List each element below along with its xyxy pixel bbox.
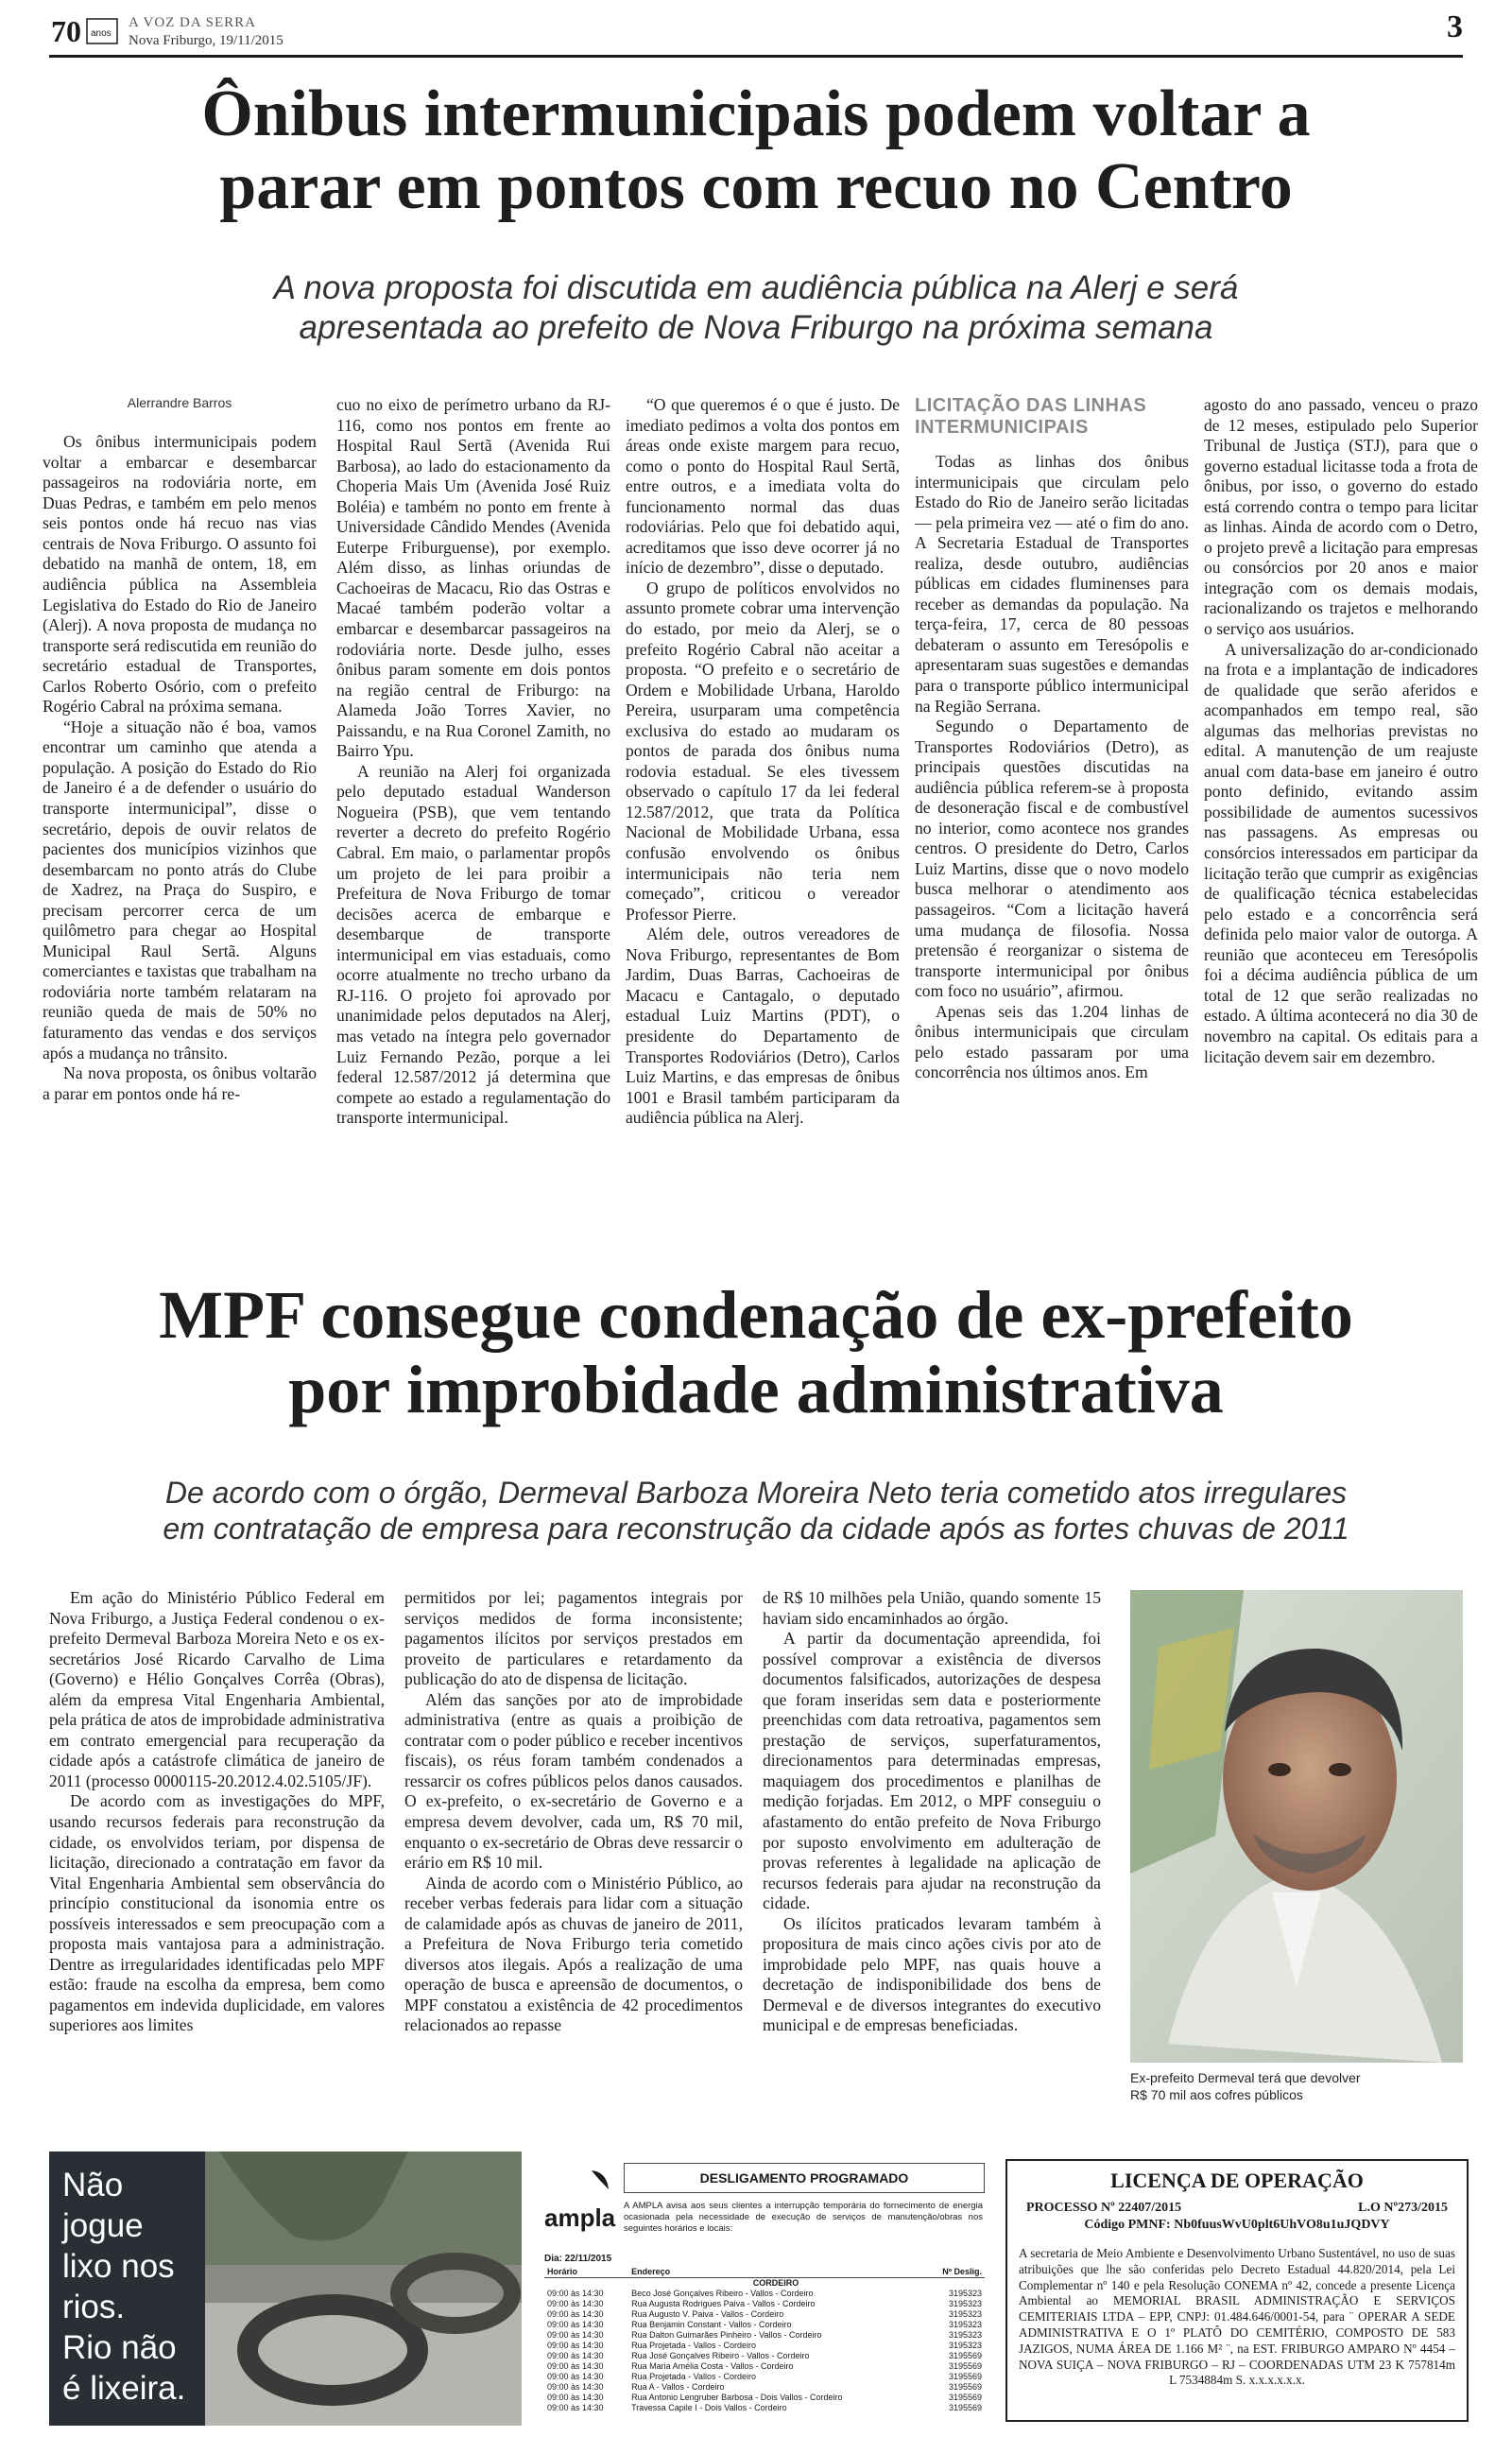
- table-row: 09:00 às 14:30 Rua Augusto V. Paiva - Vallos - Cordeiro 3195323: [547, 2309, 982, 2319]
- anniversary-logo: [49, 13, 119, 51]
- article1-paragraph: O grupo de políticos envolvidos no assunto promete cobrar uma intervenção do estado, por meio da Alerj, se o prefeito Rogério Cabral não aceitar a proposta. “O prefeito e o secretário de Ordem e Mobilidade Urbana, Haroldo Pereira, usurparam uma competência exclusiva do estado ao mudaram os pontos de parada dos ônibus numa rodovia estadual. Se eles tivessem observado o capítulo 17 da lei federal 12.587/2012, que trata da Política Nacional de Mobilidade Urbana, essa confusão envolvendo os ônibus intermunicipais não teria nem começado”, criticou o vereador Professor Pierre.: [626, 578, 900, 924]
- article1-paragraph: Os ônibus intermunicipais podem voltar a embarcar e desembarcar passageiros na rodoviária norte, em Duas Pedras, e também em pelo menos seis pontos onde há recuo nas vias centrais de Nova Friburgo. O assunto foi debatido na manhã de ontem, 18, em audiência pública na Assembleia Legislativa do Estado do Rio de Janeiro (Alerj). A nova proposta de mudança no transporte será rediscutida em reunião do secretário estadual de Transportes, Carlos Roberto Osório, com o prefeito Rogério Cabral na próxima semana.: [43, 432, 317, 717]
- table-row: 09:00 às 14:30 Travessa Capile I - Dois Vallos - Cordeiro 3195569: [547, 2403, 982, 2412]
- article1-paragraph: Além dele, outros vereadores de Nova Friburgo, representantes de Bom Jardim, Duas Barras, Cachoeiras de Macacu e Cantagalo, o deputado estadual Luiz Martins (PDT), o presidente do Departamento de Transportes Rodoviários (Detro), Carlos Luiz Martins, e das empresas de ônibus 1001 e Brasil também participaram da audiência pública na Alerj.: [626, 925, 900, 1128]
- article2-deck-line1: De acordo com o órgão, Dermeval Barboza Moreira Neto teria cometido atos irregulares: [164, 1476, 1348, 1510]
- licenca-title: LICENÇA DE OPERAÇÃO: [1110, 2169, 1364, 2192]
- article1-column-3: [626, 395, 900, 1129]
- article2-paragraph: Os ilícitos praticados levaram também à propositura de mais cinco ações civis por ato de improbidade pelo MPF, nas quais houve a decretação de indisponibilidade dos bens de Dermeval e de diversos integrantes do executivo municipal e de empresas beneficiadas.: [763, 1913, 1101, 2035]
- masthead: [49, 9, 1463, 58]
- article1-paragraph: Segundo o Departamento de Transportes Rodoviários (Detro), as principais questões discutidas na audiência pública referem-se à proposta de desoneração fiscal e de combustível no interior, como acontece nos grandes centros. O presidente do Detro, Carlos Luiz Martins, disse que o novo modelo busca melhorar o atendimento aos passageiros. “Com a licitação haverá uma mudança de filosofia. Nossa pretensão é reorganizar o sistema de transporte intermunicipal por ônibus com foco no usuário”, afirmou.: [915, 717, 1189, 1001]
- article1-paragraph: agosto do ano passado, venceu o prazo de 12 meses, estipulado pelo Superior Tribunal de Justiça (STJ), para que o governo estadual licitasse toda a frota de ônibus, por isso, o governo do estado está correndo contra o tempo para licitar as linhas. Ainda de acordo com o Detro, o projeto prevê a licitação para empresas ou consórcios por 20 anos e maior integração com os demais modais, racionalizando os trajetos e melhorando o serviço aos usuários.: [1204, 395, 1478, 639]
- table-row: 09:00 às 14:30 Rua Dalton Guimarães Pinheiro - Vallos - Cordeiro 3195323: [547, 2330, 982, 2340]
- article1-paragraph: Na nova proposta, os ônibus voltarão a parar em pontos onde há re-: [43, 1063, 317, 1103]
- article2-paragraph: Além das sanções por ato de improbidade administrativa (entre as quais a proibição de contratar com o poder público e receber incentivos fiscais), os réus foram também condenados a ressarcir os cofres públicos pelos danos causados. O ex-prefeito, o ex-secretário de Governo e a empresa devem devolver, cada um, R$ 70 mil, enquanto o ex-secretário de Obras deve ressarcir o erário em R$ 10 mil.: [404, 1689, 743, 1873]
- article1-paragraph: “O que queremos é o que é justo. De imediato pedimos a volta dos pontos em áreas onde existe margem para recuo, como o ponto do Hospital Raul Sertã, entre outros, e a imediata volta do funcionamento normal das duas rodoviárias. Pelo que foi debatido aqui, acreditamos que isso deve ocorrer já no início de dezembro”, disse o deputado.: [626, 395, 900, 578]
- article1-headline-line1: Ônibus intermunicipais podem voltar a: [201, 78, 1311, 150]
- licenca-lo: L.O Nº273/2015: [1358, 2201, 1448, 2215]
- article2-paragraph: Em ação do Ministério Público Federal em Nova Friburgo, a Justiça Federal condenou o ex-prefeito Dermeval Barboza Moreira Neto e os ex-secretários José Ricardo Carvalho de Lima (Governo) e Hélio Gonçalves Corrêa (Obras), além da empresa Vital Engenharia Ambiental, pela prática de atos de improbidade administrativa em contrato emergencial para recuperação da cidade após a catástrofe climática de janeiro de 2011 (processo 0000115-20.2012.4.02.5105/JF).: [49, 1588, 385, 1790]
- ad-ampla-desligamento: [539, 2157, 990, 2422]
- article2-paragraph: permitidos por lei; pagamentos integrais por serviços medidos de forma inconsistente; pagamentos ilícitos por serviços prestados em proveito de particulares e retardamento da publicação do ato de dispensa de licitação.: [404, 1588, 743, 1689]
- article1-column-5: [1204, 395, 1478, 1067]
- table-row: 09:00 às 14:30 Rua José Gonçalves Ribeiro - Vallos - Cordeiro 3195569: [547, 2351, 982, 2360]
- licenca-processo: PROCESSO Nº 22407/2015: [1026, 2201, 1182, 2215]
- table-row: 09:00 às 14:30 Beco José Gonçalves Ribeiro - Vallos - Cordeiro 3195323: [547, 2289, 982, 2298]
- article1-paragraph: “Hoje a situação não é boa, vamos encontrar um caminho que atenda a população. A posição do Estado do Rio de Janeiro é a de defender o usuário do transporte intermunicipal”, disse o secretário, depois de ouvir relatos de pacientes dos municípios vizinhos que desembarcam no ponto atrás do Clube de Xadrez, na Praça do Suspiro, e precisam percorrer cerca de um quilômetro para chegar ao Hospital Municipal Raul Sertã. Alguns comerciantes e taxistas que trabalham na rodoviária norte também relataram na reunião queda de mais de 50% no faturamento das vendas e dos serviços após a mudança no trânsito.: [43, 717, 317, 1063]
- article2-paragraph: A partir da documentação apreendida, foi possível comprovar a existência de diversos documentos falsificados, autorizações de despesa que foram inseridas sem data e posteriormente preenchidas com data retroativa, pagamentos sem prestação de serviços, superfaturamentos, direcionamentos para determinadas empresas, maquiagem dos procedimentos e planilhas de medição forjadas. Em 2012, o MPF conseguiu o afastamento do então prefeito de Nova Friburgo por suposto envolvimento em adulteração de provas referentes à legalidade na aplicação de recursos federais para ajudar na reconstrução da cidade.: [763, 1629, 1101, 1913]
- article2-headline: [38, 1278, 1474, 1427]
- article1-paragraph: Todas as linhas dos ônibus intermunicipais que circulam pelo Estado do Rio de Janeiro serão licitadas — pela primeira vez — até o fim do ano. A Secretaria Estadual de Transportes realiza, desde outubro, audiências públicas em cidades fluminenses para receber as demandas da população. Na terça-feira, 17, cerca de 80 pessoas debateram o assunto em Teresópolis e apresentaram suas sugestões e demandas para o transporte público intermunicipal na Região Serrana.: [915, 452, 1189, 716]
- article2-paragraph: Ainda de acordo com o Ministério Público, ao receber verbas federais para lidar com a situação de calamidade após as chuvas de janeiro de 2011, a Prefeitura de Nova Friburgo teria cometido diversos atos ilegais. Após a realização de uma operação de busca e apreensão de documentos, o MPF constatou a existência de 42 procedimentos relacionados ao repasse: [404, 1873, 743, 2035]
- article2-deck: [57, 1475, 1455, 1547]
- article1-column-4: [915, 395, 1189, 1083]
- ampla-notice: A AMPLA avisa aos seus clientes a interrupção temporária do fornecimento de energia ocasionada pela necessidade de execução de serviços de manutenção/obras nos seguintes horários e locais:: [624, 2201, 983, 2234]
- article1-column-2: [336, 395, 610, 1129]
- article2-column-2: [404, 1588, 743, 2036]
- article1-deck-line1: A nova proposta foi discutida em audiência pública na Alerj e será: [273, 269, 1239, 306]
- table-row: 09:00 às 14:30 Rua Maria Amélia Costa - Vallos - Cordeiro 3195569: [547, 2361, 982, 2371]
- ad-slogan: Não jogue lixo nos rios. Rio não é lixeira.: [62, 2167, 186, 2407]
- article1-deck-line2: apresentada ao prefeito de Nova Friburgo na próxima semana: [299, 309, 1213, 346]
- article2-headline-line1: MPF consegue condenação de ex-prefeito: [159, 1277, 1353, 1353]
- ampla-date: Dia: 22/11/2015: [544, 2254, 612, 2264]
- ad-rio-nao-e-lixeira: [49, 2152, 522, 2426]
- article2-column-1: [49, 1588, 385, 2036]
- box-heading: LICITAÇÃO DAS LINHAS INTERMUNICIPAIS: [915, 395, 1147, 438]
- page-number: 3: [1447, 9, 1463, 44]
- article1-deck: [113, 268, 1399, 348]
- article2-deck-line2: em contratação de empresa para reconstrução da cidade após as fortes chuvas de 2011: [163, 1512, 1349, 1547]
- ampla-schedule-table: Horário Endereço Nº Deslig. CORDEIRO 09:00 às 14:30 Beco José Gonçalves Ribeiro - Vallos - Cordeiro 3195323 09:00 às 14:30 Rua Augusta Rodrigues Paiva - Vallos - Cordeiro 3195323 09:00 às 14:30 Rua Augusto V. Paiva - Vallos - Cordeiro 3195323 09:00 às 14:30 Rua Benjamin Constant - Vallos - Cordeiro 3195323 09:00 às 14:30 Rua Dalton Guimarães Pinheiro - Vallos - Cordeiro 3195323 09:00 às 14:30 Rua Projetada - Vallos - Cordeiro 3195323 09:00 às 14:30 Rua José Gonçalves Ribeiro - Vallos - Cordeiro 3195569 09:00 às 14:30 Rua Maria Amélia Costa - Vallos - Cordeiro 3195569 09:00 às 14:30 Rua Projetada - Vallos - Cordeiro 3195569 09:00 às 14:30 Rua A - Vallos - Cordeiro 3195569 09:00 às 14:30 Rua Antonio Lengruber Barbosa - Dois Vallos - Cordeiro 3195569 09:00 às 14:30 Travessa Capile I - Dois Vallos - Cordeiro 3195569: [544, 2267, 985, 2413]
- ampla-title: DESLIGAMENTO PROGRAMADO: [624, 2163, 985, 2193]
- article1-paragraph: cuo no eixo de perímetro urbano da RJ-116, como nos pontos em frente ao Hospital Raul Sertã (Avenida Rui Barbosa), ao lado do estacionamento da Choperia Mais Um (Avenida José Ruiz Boléia) e também no ponto em frente à Universidade Cândido Mendes (Avenida Euterpe Friburguense), por exemplo. Além disso, as linhas oriundas de Cachoeiras de Macacu, Rio das Ostras e Macaé também poderão voltar a embarcar e desembarcar passageiros na rodoviária norte. Desde julho, esses ônibus param somente em dois pontos na região central de Friburgo: na Alameda João Torres Xavier, no Paissandu, e na Rua Coronel Zamith, no Bairro Ypu.: [336, 395, 610, 761]
- table-row: 09:00 às 14:30 Rua Benjamin Constant - Vallos - Cordeiro 3195323: [547, 2320, 982, 2329]
- photo-caption: Ex-prefeito Dermeval terá que devolver R$ 70 mil aos cofres públicos: [1130, 2070, 1361, 2102]
- svg-text:anos: anos: [91, 28, 112, 39]
- licenca-body: A secretaria de Meio Ambiente e Desenvolvimento Urbano Sustentável, no uso de suas atribuições que lhe são conferidas pelo Decreto Estadual 44.820/2014, pela Lei Complementar nº 140 e pela Resolução CONEMA nº 42, concede a presente Licença Ambiental ao MEMORIAL BRASIL ADMINISTRAÇÃO E SERVIÇOS CEMITERIAIS LTDA – EPP, CNPJ: 01.484.646/0001-54, para ¨ OPERAR A SEDE ADMINISTRATIVA E O 1º PLATÔ DO CEMITÉRIO, COMPOSTO DE 583 JAZIGOS, NUMA ÁREA DE 1.166 M² ¨, na EST. FRIBURGO AMPARO Nº 4454 – NOVA SUIÇA – NOVA FRIBURGO – RJ – COORDENADAS UTM 23 K 757814m L 7534884m S. x.x.x.x.x.x.: [1019, 2246, 1455, 2388]
- licenca-codigo: Código PMNF: Nb0fuusWvU0plt6UhVO8u1uJQDVY: [1084, 2218, 1390, 2232]
- article1-headline: [38, 78, 1474, 223]
- svg-text:70: 70: [51, 14, 81, 48]
- table-row: 09:00 às 14:30 Rua A - Vallos - Cordeiro 3195569: [547, 2382, 982, 2392]
- article1-column-1: [43, 395, 317, 1104]
- table-row: 09:00 às 14:30 Rua Projetada - Vallos - Cordeiro 3195569: [547, 2372, 982, 2381]
- article2-column-3: [763, 1588, 1101, 2036]
- table-row: 09:00 às 14:30 Rua Projetada - Vallos - Cordeiro 3195323: [547, 2341, 982, 2350]
- table-row: 09:00 às 14:30 Rua Antonio Lengruber Barbosa - Dois Vallos - Cordeiro 3195569: [547, 2393, 982, 2402]
- byline: Alerrandre Barros: [127, 395, 232, 410]
- article1-paragraph: A reunião na Alerj foi organizada pelo deputado estadual Wanderson Nogueira (PSB), que vem tentando reverter a decreto do prefeito Rogério Cabral. Em maio, o parlamentar propôs um projeto de lei para proibir a Prefeitura de Nova Friburgo de tomar decisões acerca de embarque e desembarque de transporte intermunicipal em vias estaduais, como ocorre atualmente no trecho urbano da RJ-116. O projeto foi aprovado por unanimidade pelos deputados na Alerj, mas vetado na íntegra pelo governador Luiz Fernando Pezão, porque a lei federal 12.587/2012 já determina que compete ao estado a regulamentação do transporte intermunicipal.: [336, 761, 610, 1128]
- ampla-logo: ampla: [544, 2167, 612, 2248]
- ad-licenca-operacao: [1005, 2159, 1469, 2422]
- article2-headline-line2: por improbidade administrativa: [288, 1352, 1224, 1428]
- date-line: Nova Friburgo, 19/11/2015: [129, 33, 284, 48]
- article2-paragraph: De acordo com as investigações do MPF, usando recursos federais para reconstrução da cidade, os envolvidos teriam, por dispensa de licitação, direcionado a contratação em favor da Vital Engenharia Ambiental sem observância do princípio constitucional da isonomia entre os possíveis interessados e sem preocupação com a proposta mais vantajosa para a administração. Dentre as irregularidades identificadas pelo MPF estão: fraude na escolha da empresa, bem como pagamentos em indevida duplicidade, em valores superiores aos limites: [49, 1791, 385, 2035]
- article2-paragraph: de R$ 10 milhões pela União, quando somente 15 haviam sido encaminhados ao órgão.: [763, 1588, 1101, 1628]
- table-row: 09:00 às 14:30 Rua Augusta Rodrigues Paiva - Vallos - Cordeiro 3195323: [547, 2299, 982, 2308]
- paper-name: A VOZ DA SERRA: [129, 15, 256, 30]
- article1-headline-line2: parar em pontos com recuo no Centro: [219, 150, 1293, 223]
- article1-paragraph: Apenas seis das 1.204 linhas de ônibus intermunicipais que circulam pelo estado passaram por uma concorrência nos últimos anos. Em: [915, 1001, 1189, 1082]
- ex-prefeito-photo: [1130, 1590, 1463, 2063]
- article1-paragraph: A universalização do ar-condicionado na frota e a implantação de indicadores de qualidade que serão aferidos e acompanhados em tempo real, são algumas das melhorias previstas no edital. A manutenção de um reajuste anual com data-base em janeiro é outro ponto definido, evitando assim possibilidade de aumentos sucessivos nas passagens. As empresas ou consórcios interessados em participar da licitação terão que cumprir as exigências de qualificação técnica estabelecidas pelo estado e a concorrência será definida pelo maior valor de outorga. A reunião que aconteceu em Teresópolis foi a décima audiência pública de um total de 12 que serão realizadas no estado. A última acontecerá no dia 30 de novembro na capital. Os editais para a licitação devem sair em dezembro.: [1204, 639, 1478, 1066]
